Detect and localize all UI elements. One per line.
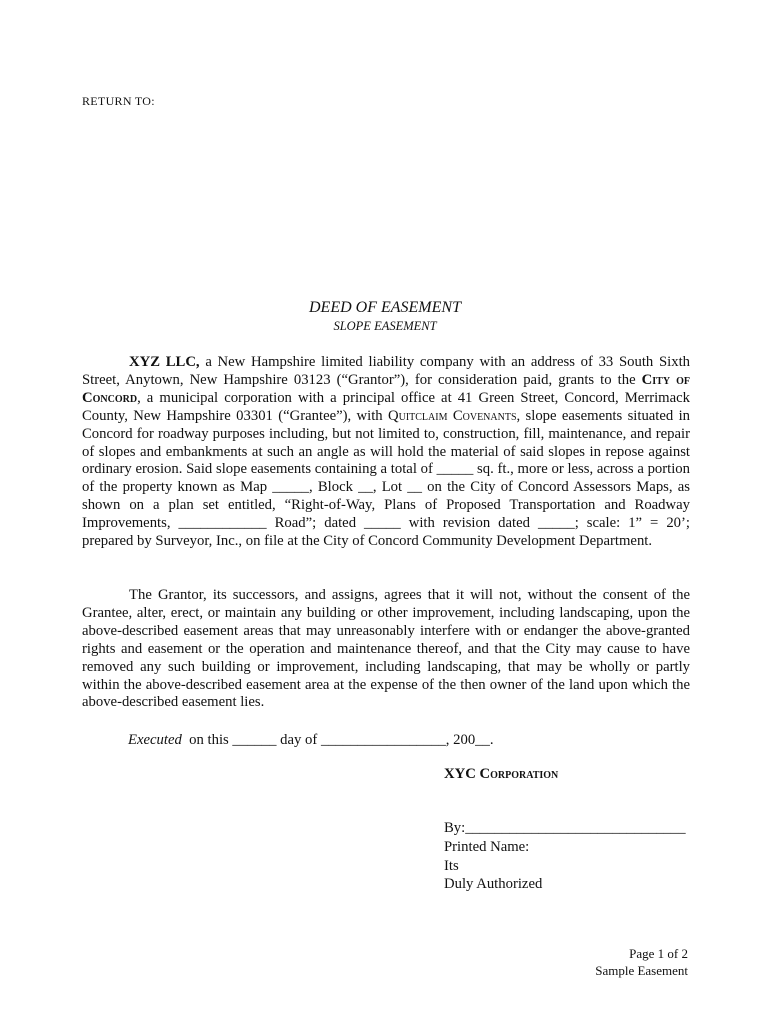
corporation-name-first: XYC bbox=[444, 766, 476, 782]
duly-authorized-line: Duly Authorized bbox=[444, 876, 543, 893]
signature-corporation bbox=[444, 766, 558, 783]
page-number: Page 1 of 2 bbox=[629, 946, 688, 961]
deed-subtitle: SLOPE EASEMENT bbox=[333, 319, 437, 333]
paragraph-restrictions: The Grantor, its successors, and assigns, agrees that it will not, without the consent of the Grantee, alter, erect, or maintain any building or other improvement, including landscaping, upon the above-described easement areas that may unreasonably interfere with or endanger the above-granted rights and easement or the operation and maintenance thereof, and that the City may cause to have removed any such building or improvement, including landscaping, that may be wholly or partly within the above-described easement area at the expense of the then owner of the land upon which the above-described easement lies. bbox=[82, 587, 690, 711]
paragraph-grant bbox=[82, 354, 690, 551]
grantee-name: City of Concord bbox=[82, 371, 691, 406]
its-line: Its bbox=[444, 857, 459, 874]
paragraph-grant-part3: , slope easements situated in Concord for roadway purposes including, but not limited to, construction, fill, maintenance, and repair of slopes and embankments at such an angle as will hold the material of said slopes in repose against ordinary erosion. Said slope easements containing a total of _____ sq. ft., more or less, across a portion of the property known as Map _____, Block __, Lot __ on the City of Concord Assessors Maps, as shown on a plan set entitled, “Right-of-Way, Plans of Proposed Transportation and Roadway Improvements, ____________ Road”; dated _____ with revision dated _____; scale: 1” = 20’; prepared by Surveyor, Inc., on file at the City of Concord Community Development Department. bbox=[82, 407, 691, 550]
grantor-name: XYZ LLC, bbox=[129, 354, 200, 370]
signature-lines bbox=[444, 819, 686, 894]
printed-name-line: Printed Name: bbox=[444, 838, 530, 855]
paragraph-grant-part2: , a municipal corporation with a principal office at 41 Green Street, Concord, Merrimack County, New Hampshire 03301 (“Grantee”), with bbox=[82, 389, 690, 424]
signature-by-line: By:______________________________ bbox=[444, 820, 686, 836]
page-footer bbox=[595, 945, 688, 979]
executed-label: Executed bbox=[128, 732, 182, 748]
return-to-label: RETURN TO: bbox=[82, 94, 155, 108]
executed-text: on this ______ day of _________________, 200__. bbox=[181, 732, 494, 748]
document-name: Sample Easement bbox=[595, 963, 688, 978]
paragraph-grant-part1: a New Hampshire limited liability company with an address of 33 South Sixth Street, Anytown, New Hampshire 03123 (“Grantor”), for consideration paid, grants to the bbox=[82, 354, 691, 388]
corporation-name-rest: Corporation bbox=[475, 766, 559, 782]
quitclaim-covenants: Quitclaim Covenants bbox=[388, 407, 517, 424]
executed-line bbox=[128, 732, 494, 749]
deed-title: DEED OF EASEMENT bbox=[309, 299, 461, 316]
